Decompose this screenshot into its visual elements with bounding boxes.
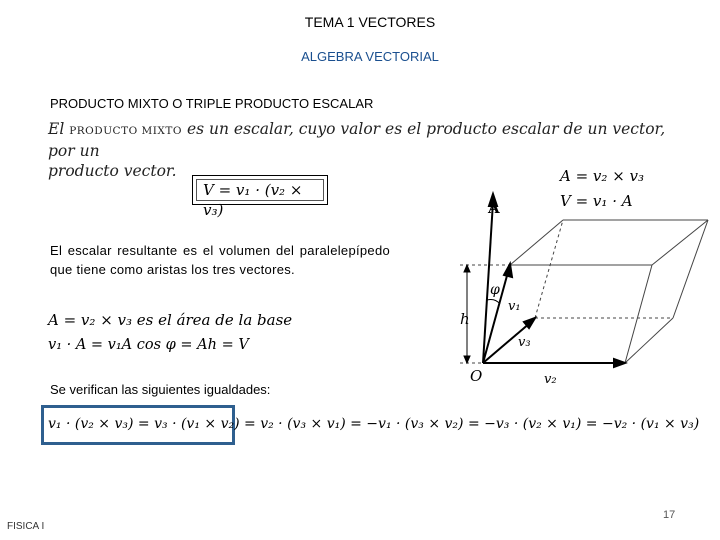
definition-rest: es un escalar, cuyo valor es el producto escalar de un vector, por un xyxy=(48,120,666,160)
label-vector-v3: v₃ xyxy=(518,335,531,350)
volume-equation: v₁ · A = v₁A cos φ = Ah = V xyxy=(48,337,249,353)
angle-arc xyxy=(487,300,500,305)
label-vector-A: A xyxy=(488,199,500,217)
label-height-h: h xyxy=(460,310,470,328)
parallelepiped-figure xyxy=(440,160,720,395)
base-edge-right xyxy=(625,318,673,363)
label-vector-v2: v₂ xyxy=(544,372,557,387)
definition-smallcaps: PRODUCTO MIXTO xyxy=(69,125,183,137)
label-angle-phi: φ xyxy=(490,282,500,298)
side-edge-hidden xyxy=(535,220,563,318)
verification-text: Se verifican las siguientes igualdades: xyxy=(50,382,271,397)
height-arrow-head-top xyxy=(464,265,470,272)
side-edge-front-right xyxy=(625,265,652,363)
definition-prefix: El xyxy=(48,120,70,138)
vector-v2-head xyxy=(614,359,625,367)
label-vector-v1: v₁ xyxy=(508,299,521,314)
definition-line2: producto vector. xyxy=(48,162,177,180)
boxed-formula-text: V = v₁ · (v₂ × v₃) xyxy=(196,179,324,201)
area-equation: A = v₂ × v₃ es el área de la base xyxy=(48,311,293,329)
label-A-definition: A = v₂ × v₃ xyxy=(560,167,645,185)
section-heading: PRODUCTO MIXTO O TRIPLE PRODUCTO ESCALAR xyxy=(50,96,374,111)
equalities-equation: v₁ · (v₂ × v₃) = v₃ · (v₁ × v₂) = v₂ · (v₃ × v₁) = −v₁ · (v₃ × v₂) = −v₃ · (v₂ × v₁) = −v₂ · (v₁ × v₃) xyxy=(48,416,700,432)
footer-course: FISICA I xyxy=(7,521,45,532)
height-arrow-head-bottom xyxy=(464,356,470,363)
boxed-formula xyxy=(192,175,328,219)
slide-subtitle: ALGEBRA VECTORIAL xyxy=(301,49,439,64)
top-edge-left xyxy=(510,220,563,265)
slide-title: TEMA 1 VECTORES xyxy=(304,14,436,30)
label-V-definition: V = v₁ · A xyxy=(560,192,633,210)
label-origin-O: O xyxy=(470,367,483,385)
page-number: 17 xyxy=(663,509,676,521)
vector-v1-head xyxy=(504,264,512,277)
volume-paragraph: El escalar resultante es el volumen del paralelepípedo que tiene como aristas los tres vectores. xyxy=(50,243,390,277)
